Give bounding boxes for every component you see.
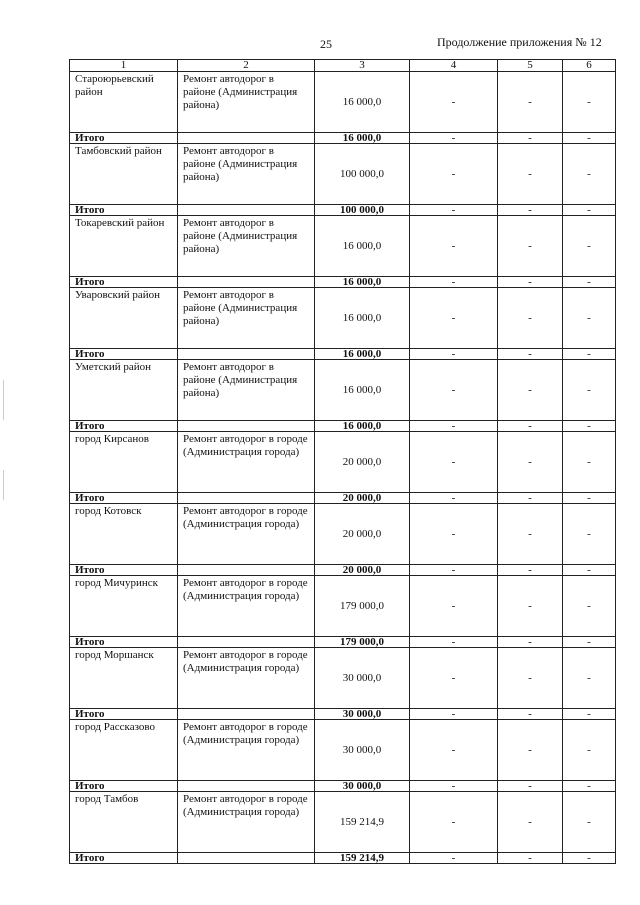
- district-name: город Кирсанов: [70, 432, 178, 493]
- scan-edge-mark: [3, 380, 4, 420]
- total-value: 20 000,0: [315, 493, 410, 504]
- amount-value: 100 000,0: [315, 144, 410, 205]
- column-number: 2: [178, 60, 315, 72]
- empty-cell: [178, 493, 315, 504]
- work-description: Ремонт автодорог в районе (Администрация района): [178, 216, 315, 277]
- district-name: город Мичуринск: [70, 576, 178, 637]
- empty-value-dash: -: [498, 853, 563, 864]
- empty-value-dash: -: [498, 493, 563, 504]
- total-row: [70, 133, 616, 144]
- column-number: 5: [498, 60, 563, 72]
- empty-value-dash: -: [498, 781, 563, 792]
- empty-value-dash: -: [410, 288, 498, 349]
- amount-value: 16 000,0: [315, 288, 410, 349]
- table-row: [70, 72, 616, 133]
- empty-value-dash: -: [563, 349, 616, 360]
- empty-value-dash: -: [410, 792, 498, 853]
- empty-cell: [178, 205, 315, 216]
- appendix-table: [69, 59, 616, 864]
- empty-value-dash: -: [410, 144, 498, 205]
- table-row: [70, 576, 616, 637]
- table-row: [70, 216, 616, 277]
- total-label: Итого: [70, 349, 178, 360]
- empty-value-dash: -: [498, 144, 563, 205]
- empty-value-dash: -: [563, 720, 616, 781]
- empty-value-dash: -: [498, 288, 563, 349]
- empty-value-dash: -: [410, 565, 498, 576]
- empty-cell: [178, 853, 315, 864]
- district-name: Уметский район: [70, 360, 178, 421]
- empty-value-dash: -: [498, 277, 563, 288]
- empty-value-dash: -: [410, 133, 498, 144]
- column-number-row: [70, 60, 616, 72]
- empty-value-dash: -: [498, 216, 563, 277]
- column-number: 6: [563, 60, 616, 72]
- empty-value-dash: -: [563, 421, 616, 432]
- empty-value-dash: -: [410, 493, 498, 504]
- total-value: 30 000,0: [315, 781, 410, 792]
- empty-cell: [178, 781, 315, 792]
- empty-value-dash: -: [498, 648, 563, 709]
- amount-value: 16 000,0: [315, 72, 410, 133]
- empty-value-dash: -: [563, 792, 616, 853]
- total-value: 20 000,0: [315, 565, 410, 576]
- district-name: Староюрьевский район: [70, 72, 178, 133]
- amount-value: 16 000,0: [315, 216, 410, 277]
- district-name: Уваровский район: [70, 288, 178, 349]
- empty-value-dash: -: [410, 720, 498, 781]
- empty-cell: [178, 277, 315, 288]
- empty-value-dash: -: [563, 144, 616, 205]
- district-name: Токаревский район: [70, 216, 178, 277]
- empty-value-dash: -: [563, 72, 616, 133]
- total-label: Итого: [70, 277, 178, 288]
- table-row: [70, 144, 616, 205]
- empty-value-dash: -: [498, 421, 563, 432]
- empty-value-dash: -: [563, 205, 616, 216]
- total-label: Итого: [70, 421, 178, 432]
- total-label: Итого: [70, 781, 178, 792]
- empty-value-dash: -: [410, 421, 498, 432]
- total-row: [70, 565, 616, 576]
- work-description: Ремонт автодорог в районе (Администрация района): [178, 288, 315, 349]
- empty-value-dash: -: [563, 216, 616, 277]
- empty-value-dash: -: [498, 720, 563, 781]
- district-name: город Рассказово: [70, 720, 178, 781]
- total-label: Итого: [70, 709, 178, 720]
- total-label: Итого: [70, 853, 178, 864]
- empty-value-dash: -: [563, 709, 616, 720]
- empty-value-dash: -: [563, 565, 616, 576]
- empty-value-dash: -: [563, 493, 616, 504]
- amount-value: 159 214,9: [315, 792, 410, 853]
- total-row: [70, 493, 616, 504]
- total-value: 16 000,0: [315, 349, 410, 360]
- work-description: Ремонт автодорог в районе (Администрация района): [178, 144, 315, 205]
- table-row: [70, 720, 616, 781]
- empty-value-dash: -: [498, 133, 563, 144]
- total-label: Итого: [70, 565, 178, 576]
- empty-value-dash: -: [410, 576, 498, 637]
- total-value: 100 000,0: [315, 205, 410, 216]
- empty-value-dash: -: [410, 648, 498, 709]
- empty-value-dash: -: [410, 432, 498, 493]
- table-row: [70, 432, 616, 493]
- empty-value-dash: -: [410, 216, 498, 277]
- work-description: Ремонт автодорог в городе (Администрация города): [178, 432, 315, 493]
- district-name: Тамбовский район: [70, 144, 178, 205]
- total-value: 30 000,0: [315, 709, 410, 720]
- empty-cell: [178, 421, 315, 432]
- empty-value-dash: -: [410, 853, 498, 864]
- total-row: [70, 637, 616, 648]
- table-row: [70, 792, 616, 853]
- empty-value-dash: -: [410, 781, 498, 792]
- empty-value-dash: -: [498, 432, 563, 493]
- column-number: 4: [410, 60, 498, 72]
- empty-value-dash: -: [563, 432, 616, 493]
- empty-value-dash: -: [563, 504, 616, 565]
- table-row: [70, 360, 616, 421]
- empty-value-dash: -: [498, 360, 563, 421]
- amount-value: 30 000,0: [315, 720, 410, 781]
- empty-value-dash: -: [410, 360, 498, 421]
- empty-value-dash: -: [563, 637, 616, 648]
- empty-cell: [178, 637, 315, 648]
- work-description: Ремонт автодорог в районе (Администрация района): [178, 360, 315, 421]
- empty-value-dash: -: [410, 72, 498, 133]
- empty-value-dash: -: [563, 133, 616, 144]
- total-value: 16 000,0: [315, 133, 410, 144]
- total-label: Итого: [70, 205, 178, 216]
- empty-value-dash: -: [410, 349, 498, 360]
- total-row: [70, 349, 616, 360]
- work-description: Ремонт автодорог в городе (Администрация города): [178, 576, 315, 637]
- work-description: Ремонт автодорог в городе (Администрация города): [178, 504, 315, 565]
- amount-value: 20 000,0: [315, 504, 410, 565]
- amount-value: 179 000,0: [315, 576, 410, 637]
- empty-value-dash: -: [498, 72, 563, 133]
- work-description: Ремонт автодорог в городе (Администрация города): [178, 792, 315, 853]
- empty-value-dash: -: [498, 504, 563, 565]
- empty-value-dash: -: [563, 277, 616, 288]
- total-label: Итого: [70, 637, 178, 648]
- total-value: 16 000,0: [315, 421, 410, 432]
- district-name: город Моршанск: [70, 648, 178, 709]
- total-row: [70, 421, 616, 432]
- empty-value-dash: -: [498, 565, 563, 576]
- empty-value-dash: -: [563, 360, 616, 421]
- total-label: Итого: [70, 493, 178, 504]
- work-description: Ремонт автодорог в районе (Администрация района): [178, 72, 315, 133]
- total-row: [70, 781, 616, 792]
- district-name: город Котовск: [70, 504, 178, 565]
- column-number: 1: [70, 60, 178, 72]
- work-description: Ремонт автодорог в городе (Администрация города): [178, 720, 315, 781]
- empty-value-dash: -: [563, 853, 616, 864]
- page-number: 25: [320, 37, 332, 51]
- total-value: 16 000,0: [315, 277, 410, 288]
- table-row: [70, 504, 616, 565]
- empty-cell: [178, 133, 315, 144]
- total-value: 159 214,9: [315, 853, 410, 864]
- total-value: 179 000,0: [315, 637, 410, 648]
- empty-value-dash: -: [563, 288, 616, 349]
- empty-value-dash: -: [410, 504, 498, 565]
- empty-value-dash: -: [563, 648, 616, 709]
- empty-value-dash: -: [410, 709, 498, 720]
- empty-value-dash: -: [498, 709, 563, 720]
- total-row: [70, 709, 616, 720]
- empty-value-dash: -: [563, 576, 616, 637]
- work-description: Ремонт автодорог в городе (Администрация города): [178, 648, 315, 709]
- total-row: [70, 277, 616, 288]
- empty-cell: [178, 565, 315, 576]
- total-label: Итого: [70, 133, 178, 144]
- empty-value-dash: -: [498, 576, 563, 637]
- empty-value-dash: -: [498, 637, 563, 648]
- amount-value: 16 000,0: [315, 360, 410, 421]
- district-name: город Тамбов: [70, 792, 178, 853]
- empty-value-dash: -: [498, 349, 563, 360]
- empty-value-dash: -: [410, 277, 498, 288]
- empty-cell: [178, 709, 315, 720]
- empty-value-dash: -: [410, 205, 498, 216]
- empty-value-dash: -: [410, 637, 498, 648]
- scan-edge-mark: [3, 470, 4, 500]
- appendix-caption: Продолжение приложения № 12: [437, 35, 602, 49]
- amount-value: 30 000,0: [315, 648, 410, 709]
- total-row: [70, 205, 616, 216]
- empty-value-dash: -: [498, 792, 563, 853]
- empty-cell: [178, 349, 315, 360]
- column-number: 3: [315, 60, 410, 72]
- empty-value-dash: -: [563, 781, 616, 792]
- table-row: [70, 288, 616, 349]
- total-row: [70, 853, 616, 864]
- amount-value: 20 000,0: [315, 432, 410, 493]
- empty-value-dash: -: [498, 205, 563, 216]
- table-row: [70, 648, 616, 709]
